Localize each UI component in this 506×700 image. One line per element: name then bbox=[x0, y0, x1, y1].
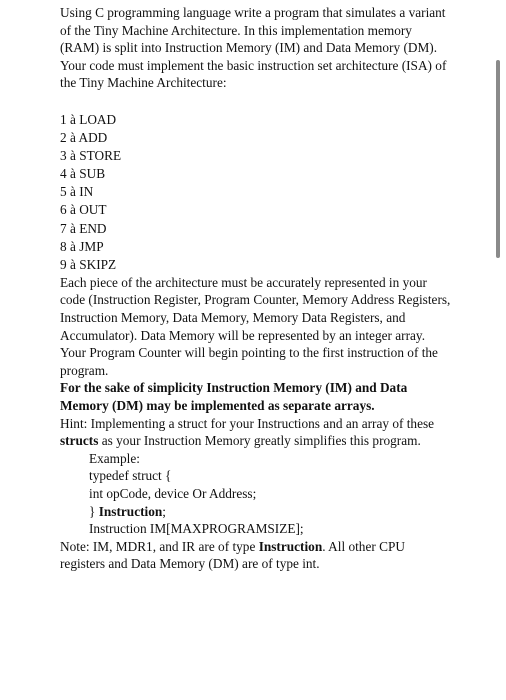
opcode-item: 7 à END bbox=[60, 220, 107, 236]
opcode-item: 9 à SKIPZ bbox=[60, 256, 117, 272]
example-block bbox=[89, 450, 452, 538]
opcode-item: 3 à STORE bbox=[60, 148, 122, 164]
opcode-item: 2 à ADD bbox=[60, 130, 108, 146]
code-close-brace: } bbox=[89, 503, 99, 519]
opcode-item: 4 à SUB bbox=[60, 166, 106, 182]
simplicity-note: For the sake of simplicity Instruction Memory (IM) and Data Memory (DM) may be implemented as separate arrays. bbox=[60, 380, 408, 413]
note-bold-instruction: Instruction bbox=[258, 538, 323, 554]
code-close-semicolon: ; bbox=[162, 503, 166, 519]
note-text-before: Note: IM, MDR1, and IR are of type bbox=[60, 538, 259, 554]
document-body bbox=[60, 4, 452, 573]
code-field-line: int opCode, device Or Address; bbox=[89, 485, 257, 501]
opcode-item: 1 à LOAD bbox=[60, 111, 117, 127]
intro-paragraph: Using C programming language write a program that simulates a variant of the Tiny Machine Architecture. In this implementation memory (RAM) is split into Instruction Memory (IM) and Data Memory (DM). Your code must implement the basic instruction set architecture (ISA) of the Tiny Machine Architecture: bbox=[60, 5, 447, 91]
hint-text-after: as your Instruction Memory greatly simplifies this program. bbox=[98, 433, 421, 449]
opcode-item: 5 à IN bbox=[60, 184, 94, 200]
hint-bold-structs: structs bbox=[60, 433, 99, 449]
opcode-item: 8 à JMP bbox=[60, 238, 104, 254]
hint-paragraph bbox=[60, 415, 452, 450]
opcode-item: 6 à OUT bbox=[60, 202, 107, 218]
code-close-line bbox=[89, 503, 452, 521]
representation-paragraph: Each piece of the architecture must be accurately represented in your code (Instruction Register, Program Counter, Memory Address Registers, Instruction Memory, Data Memory, Memory Data Registers, and Accumulator). Data Memory will be represented by an integer array. Your Program Counter will begin pointing to the first instruction of the program. bbox=[60, 274, 451, 378]
example-label: Example: bbox=[89, 450, 140, 466]
hint-text-before: Hint: Implementing a struct for your Instructions and an array of these bbox=[60, 415, 435, 431]
vertical-scrollbar[interactable] bbox=[496, 60, 500, 258]
note-text-after: . All other CPU registers and Data Memory (DM) are of type int. bbox=[60, 538, 405, 572]
note-paragraph bbox=[60, 538, 452, 573]
code-im-line: Instruction IM[MAXPROGRAMSIZE]; bbox=[89, 521, 304, 537]
code-type-name: Instruction bbox=[98, 503, 163, 519]
opcode-list bbox=[60, 111, 452, 274]
code-typedef-line: typedef struct { bbox=[89, 468, 172, 484]
